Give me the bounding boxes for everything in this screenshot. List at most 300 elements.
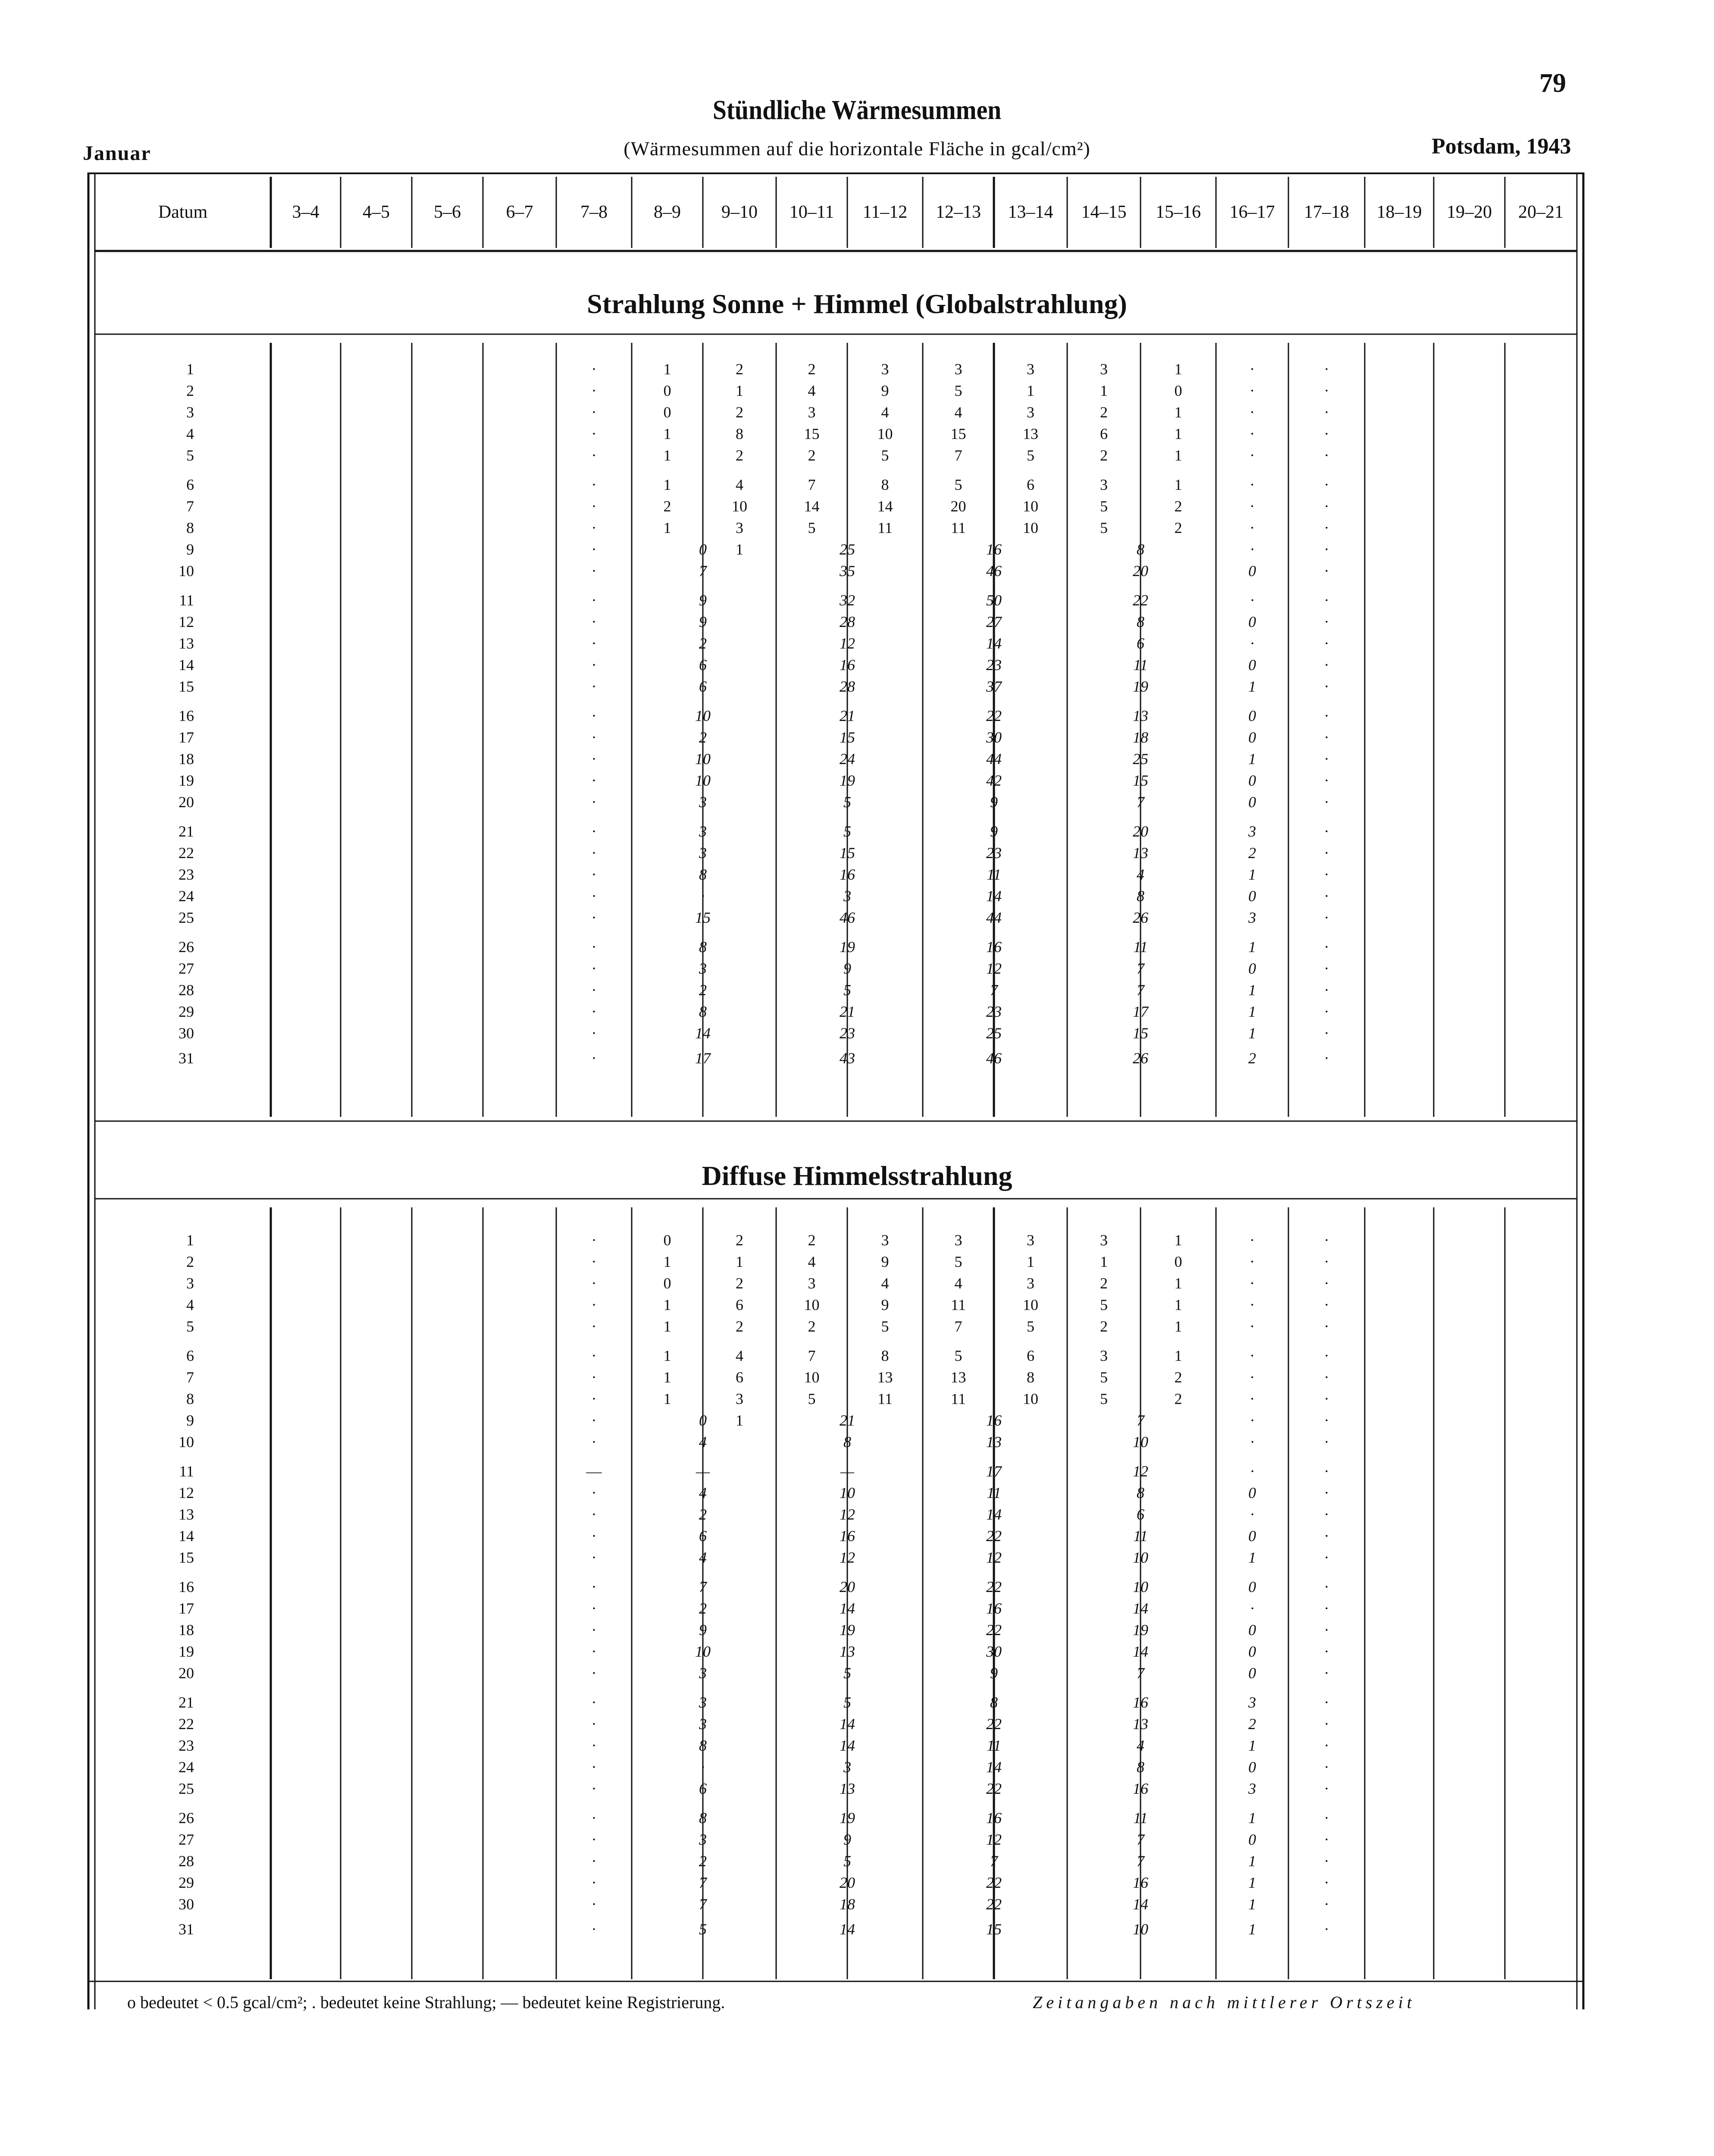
- value-cell: 0: [699, 1412, 707, 1429]
- value-cell: 2: [1100, 1275, 1108, 1292]
- date-cell: 27: [179, 960, 194, 977]
- value-cell: ·: [591, 1809, 597, 1827]
- value-cell: ·: [591, 729, 597, 746]
- value-cell: ·: [1250, 360, 1255, 378]
- value-cell: ·: [1324, 750, 1329, 768]
- value-cell: 1: [1174, 476, 1182, 493]
- value-cell: 2: [808, 1318, 816, 1335]
- value-cell: ·: [1324, 360, 1329, 378]
- value-cell: 10: [877, 425, 893, 442]
- date-cell: 17: [179, 1600, 194, 1617]
- value-cell: 6: [699, 1527, 707, 1545]
- value-cell: ·: [1324, 1831, 1329, 1848]
- value-cell: ·: [1324, 866, 1329, 883]
- value-cell: ·: [1250, 425, 1255, 442]
- value-cell: ·: [591, 844, 597, 862]
- value-cell: ·: [1324, 562, 1329, 580]
- value-cell: 10: [1133, 1433, 1148, 1451]
- value-cell: 5: [954, 1253, 962, 1270]
- value-cell: ·: [1324, 1621, 1329, 1639]
- value-cell: 5: [954, 476, 962, 493]
- value-cell: 5: [843, 823, 851, 840]
- value-cell: 14: [986, 887, 1002, 905]
- value-cell: 8: [990, 1694, 998, 1711]
- value-cell: 4: [699, 1484, 707, 1501]
- value-cell: ·: [1324, 887, 1329, 905]
- value-cell: ·: [1324, 1003, 1329, 1020]
- value-cell: ·: [1324, 1506, 1329, 1523]
- value-cell: ·: [1324, 519, 1329, 536]
- column-header-hour: 19–20: [1447, 202, 1492, 222]
- value-cell: ·: [701, 1758, 705, 1776]
- date-cell: 10: [179, 562, 194, 580]
- value-cell: 1: [1248, 1896, 1256, 1913]
- value-cell: ·: [591, 772, 597, 789]
- column-header-hour: 15–16: [1156, 202, 1201, 222]
- date-cell: 26: [179, 1809, 194, 1827]
- value-cell: ·: [591, 1506, 597, 1523]
- value-cell: 20: [1133, 562, 1148, 580]
- value-cell: 14: [840, 1600, 855, 1617]
- value-cell: 2: [808, 1232, 816, 1249]
- value-cell: 21: [840, 1412, 855, 1429]
- date-cell: 6: [186, 1347, 194, 1364]
- value-cell: 3: [699, 1831, 707, 1848]
- value-cell: 9: [990, 793, 998, 811]
- page-subtitle: (Wärmesummen auf die horizontale Fläche in gcal/cm²): [624, 138, 1090, 160]
- value-cell: 46: [840, 909, 855, 926]
- value-cell: 23: [840, 1025, 855, 1042]
- value-cell: 17: [695, 1050, 711, 1067]
- value-cell: 7: [699, 1578, 707, 1595]
- value-cell: 9: [843, 960, 851, 977]
- value-cell: 3: [699, 1664, 707, 1682]
- value-cell: 6: [699, 1780, 707, 1797]
- value-cell: 3: [1027, 1232, 1034, 1249]
- value-cell: ·: [1324, 1715, 1329, 1733]
- value-cell: 0: [1248, 1831, 1256, 1848]
- value-cell: 1: [1248, 1874, 1256, 1891]
- value-cell: ·: [1324, 1390, 1329, 1407]
- value-cell: 10: [695, 772, 711, 789]
- value-cell: 7: [1137, 981, 1144, 999]
- value-cell: 10: [1023, 1296, 1038, 1313]
- value-cell: 3: [699, 793, 707, 811]
- value-cell: 8: [1137, 1758, 1144, 1776]
- value-cell: 11: [877, 1390, 893, 1407]
- value-cell: ·: [1250, 1296, 1255, 1313]
- value-cell: 11: [987, 1484, 1001, 1501]
- value-cell: ·: [1250, 1506, 1254, 1523]
- value-cell: 1: [663, 1369, 671, 1386]
- value-cell: 7: [699, 1874, 707, 1891]
- value-cell: 9: [699, 1621, 707, 1639]
- value-cell: 46: [986, 562, 1002, 580]
- date-cell: 29: [179, 1874, 194, 1891]
- value-cell: ·: [591, 909, 597, 926]
- value-cell: 10: [1133, 1921, 1148, 1938]
- value-cell: 2: [1174, 519, 1182, 536]
- value-cell: ·: [591, 1025, 597, 1042]
- value-cell: ·: [1324, 1758, 1329, 1776]
- value-cell: 15: [950, 425, 966, 442]
- value-cell: 12: [986, 960, 1002, 977]
- date-cell: 7: [186, 498, 194, 515]
- section-title-diffuse: Diffuse Himmelsstrahlung: [702, 1160, 1012, 1191]
- value-cell: 1: [1100, 1253, 1108, 1270]
- value-cell: ·: [1324, 1578, 1329, 1595]
- value-cell: ·: [591, 887, 597, 905]
- value-cell: 14: [986, 1758, 1002, 1776]
- date-cell: 2: [186, 1253, 194, 1270]
- value-cell: 14: [986, 1506, 1002, 1523]
- value-cell: ·: [591, 1715, 597, 1733]
- date-cell: 19: [179, 772, 194, 789]
- value-cell: 10: [695, 707, 711, 724]
- value-cell: 4: [699, 1549, 707, 1566]
- value-cell: 5: [808, 519, 816, 536]
- date-cell: 4: [186, 1296, 194, 1313]
- value-cell: 2: [808, 447, 816, 464]
- value-cell: 16: [986, 1600, 1002, 1617]
- value-cell: ·: [1324, 1369, 1329, 1386]
- value-cell: 19: [840, 772, 855, 789]
- value-cell: 5: [843, 1664, 851, 1682]
- value-cell: 15: [986, 1921, 1002, 1938]
- value-cell: ·: [591, 1347, 597, 1364]
- value-cell: 3: [1248, 823, 1256, 840]
- value-cell: 2: [1248, 1050, 1256, 1067]
- value-cell: ·: [1324, 729, 1329, 746]
- value-cell: ·: [1324, 1643, 1329, 1660]
- value-cell: ·: [1324, 656, 1329, 674]
- value-cell: 32: [840, 592, 855, 609]
- value-cell: 19: [840, 1621, 855, 1639]
- value-cell: ·: [1324, 909, 1329, 926]
- value-cell: ·: [591, 1664, 597, 1682]
- value-cell: 2: [736, 404, 743, 421]
- value-cell: 5: [1100, 1390, 1108, 1407]
- value-cell: 10: [1023, 1390, 1038, 1407]
- value-cell: 5: [954, 382, 962, 399]
- value-cell: 2: [1100, 1318, 1108, 1335]
- date-cell: 21: [179, 1694, 194, 1711]
- value-cell: 11: [987, 1737, 1001, 1754]
- value-cell: 23: [986, 844, 1002, 862]
- value-cell: ·: [1324, 592, 1329, 609]
- date-cell: 17: [179, 729, 194, 746]
- value-cell: 1: [1248, 1025, 1256, 1042]
- value-cell: 20: [840, 1578, 855, 1595]
- value-cell: 3: [843, 1758, 851, 1776]
- value-cell: 21: [840, 1003, 855, 1020]
- value-cell: ·: [591, 1549, 597, 1566]
- value-cell: 8: [699, 1737, 707, 1754]
- value-cell: 1: [736, 382, 743, 399]
- date-cell: 5: [186, 447, 194, 464]
- value-cell: ·: [591, 1921, 597, 1938]
- value-cell: 6: [1137, 635, 1144, 652]
- value-cell: 7: [808, 1347, 816, 1364]
- value-cell: 3: [843, 887, 851, 905]
- value-cell: ·: [1324, 541, 1329, 558]
- value-cell: 3: [1100, 1232, 1108, 1249]
- value-cell: ·: [1324, 960, 1329, 977]
- value-cell: ·: [591, 1253, 597, 1270]
- date-cell: 30: [179, 1025, 194, 1042]
- value-cell: ·: [591, 866, 597, 883]
- date-cell: 31: [179, 1921, 194, 1938]
- footer-note: Zeitangaben nach mittlerer Ortszeit: [1033, 1993, 1416, 2012]
- value-cell: 2: [699, 1600, 707, 1617]
- column-header-hour: 14–15: [1081, 202, 1127, 222]
- value-cell: 30: [986, 729, 1002, 746]
- value-cell: ·: [1324, 1527, 1329, 1545]
- value-cell: 12: [840, 1506, 855, 1523]
- value-cell: 2: [699, 1506, 707, 1523]
- value-cell: 0: [1248, 562, 1256, 580]
- date-cell: 19: [179, 1643, 194, 1660]
- value-cell: ·: [1250, 1369, 1255, 1386]
- value-cell: 19: [1133, 678, 1148, 695]
- value-cell: ·: [591, 1390, 597, 1407]
- value-cell: ·: [591, 1275, 597, 1292]
- value-cell: 15: [1133, 772, 1148, 789]
- value-cell: 35: [840, 562, 855, 580]
- value-cell: ·: [1324, 1275, 1329, 1292]
- value-cell: 21: [840, 707, 855, 724]
- date-cell: 12: [179, 613, 194, 630]
- column-header-hour: 20–21: [1518, 202, 1564, 222]
- value-cell: 2: [736, 1318, 743, 1335]
- date-cell: 3: [186, 1275, 194, 1292]
- value-cell: 12: [840, 1549, 855, 1566]
- value-cell: 2: [1174, 1369, 1182, 1386]
- value-cell: 26: [1133, 909, 1148, 926]
- value-cell: 4: [699, 1433, 707, 1451]
- value-cell: 3: [954, 1232, 962, 1249]
- value-cell: —: [840, 1463, 854, 1480]
- value-cell: ·: [1324, 772, 1329, 789]
- value-cell: 5: [1027, 1318, 1034, 1335]
- value-cell: 24: [840, 750, 855, 768]
- value-cell: —: [696, 1463, 710, 1480]
- value-cell: 15: [695, 909, 711, 926]
- date-cell: 21: [179, 823, 194, 840]
- value-cell: 3: [1248, 909, 1256, 926]
- value-cell: 5: [1100, 498, 1108, 515]
- value-cell: 8: [699, 1003, 707, 1020]
- value-cell: ·: [591, 592, 597, 609]
- value-cell: 0: [1248, 613, 1256, 630]
- value-cell: 0: [1248, 707, 1256, 724]
- value-cell: ·: [591, 1484, 597, 1501]
- value-cell: 3: [699, 844, 707, 862]
- value-cell: 3: [808, 1275, 816, 1292]
- value-cell: 9: [843, 1831, 851, 1848]
- column-header-hour: 13–14: [1008, 202, 1053, 222]
- page-number: 79: [1539, 69, 1566, 98]
- value-cell: ·: [1324, 635, 1329, 652]
- value-cell: 3: [1248, 1694, 1256, 1711]
- value-cell: 3: [1027, 1275, 1034, 1292]
- value-cell: ·: [591, 1737, 597, 1754]
- value-cell: 7: [1137, 793, 1144, 811]
- date-cell: 13: [179, 1506, 194, 1523]
- date-cell: 8: [186, 519, 194, 536]
- value-cell: 5: [843, 793, 851, 811]
- value-cell: ·: [1250, 1600, 1254, 1617]
- value-cell: ·: [1250, 1433, 1254, 1451]
- value-cell: —: [586, 1463, 602, 1480]
- value-cell: 11: [877, 519, 893, 536]
- value-cell: 22: [986, 707, 1002, 724]
- value-cell: ·: [591, 1621, 597, 1639]
- column-header-hour: 6–7: [506, 202, 533, 222]
- value-cell: ·: [1324, 1484, 1329, 1501]
- value-cell: 28: [840, 678, 855, 695]
- value-cell: 1: [663, 476, 671, 493]
- value-cell: ·: [1324, 1694, 1329, 1711]
- date-cell: 27: [179, 1831, 194, 1848]
- value-cell: 9: [699, 592, 707, 609]
- value-cell: 1: [663, 519, 671, 536]
- value-cell: 8: [1137, 613, 1144, 630]
- value-cell: 7: [990, 1852, 998, 1870]
- value-cell: 1: [663, 447, 671, 464]
- value-cell: 11: [951, 1296, 966, 1313]
- value-cell: 26: [1133, 1050, 1148, 1067]
- column-header-hour: 18–19: [1376, 202, 1422, 222]
- value-cell: ·: [591, 1643, 597, 1660]
- value-cell: 8: [699, 866, 707, 883]
- value-cell: 2: [1174, 498, 1182, 515]
- station-label: Potsdam, 1943: [1432, 134, 1571, 159]
- value-cell: 13: [1023, 425, 1038, 442]
- value-cell: ·: [591, 1412, 597, 1429]
- value-cell: ·: [591, 960, 597, 977]
- date-cell: 6: [186, 476, 194, 493]
- value-cell: ·: [1324, 476, 1329, 493]
- value-cell: 4: [954, 404, 962, 421]
- value-cell: 8: [881, 1347, 889, 1364]
- value-cell: 10: [804, 1369, 820, 1386]
- value-cell: 16: [986, 541, 1002, 558]
- value-cell: ·: [591, 678, 597, 695]
- date-cell: 9: [186, 1412, 194, 1429]
- value-cell: ·: [591, 793, 597, 811]
- value-cell: 0: [1248, 729, 1256, 746]
- value-cell: ·: [591, 562, 597, 580]
- value-cell: 22: [986, 1621, 1002, 1639]
- column-header-hour: 4–5: [363, 202, 390, 222]
- column-header-hour: 9–10: [721, 202, 758, 222]
- value-cell: 11: [987, 866, 1001, 883]
- footer-legend: o bedeutet < 0.5 gcal/cm²; . bedeutet keine Strahlung; — bedeutet keine Registrierung.: [127, 1993, 725, 2012]
- value-cell: 17: [986, 1463, 1002, 1480]
- value-cell: 5: [843, 1694, 851, 1711]
- date-cell: 14: [179, 1527, 194, 1545]
- value-cell: 13: [1133, 1715, 1148, 1733]
- value-cell: ·: [1324, 1549, 1329, 1566]
- value-cell: 11: [951, 1390, 966, 1407]
- value-cell: 1: [1027, 382, 1034, 399]
- value-cell: 5: [881, 447, 889, 464]
- value-cell: 15: [840, 844, 855, 862]
- value-cell: 4: [808, 1253, 816, 1270]
- value-cell: 14: [877, 498, 893, 515]
- value-cell: ·: [591, 1758, 597, 1776]
- value-cell: ·: [1250, 447, 1255, 464]
- date-cell: 9: [186, 541, 194, 558]
- value-cell: 8: [1137, 887, 1144, 905]
- value-cell: 2: [736, 447, 743, 464]
- value-cell: 14: [840, 1737, 855, 1754]
- value-cell: 1: [736, 1253, 743, 1270]
- value-cell: 19: [840, 1809, 855, 1827]
- value-cell: 19: [840, 938, 855, 956]
- value-cell: ·: [1324, 1253, 1329, 1270]
- value-cell: 20: [950, 498, 966, 515]
- value-cell: 4: [808, 382, 816, 399]
- value-cell: 12: [986, 1549, 1002, 1566]
- value-cell: ·: [1250, 1463, 1254, 1480]
- value-cell: 8: [843, 1433, 851, 1451]
- value-cell: 23: [986, 1003, 1002, 1020]
- value-cell: 0: [1248, 1621, 1256, 1639]
- value-cell: ·: [1250, 635, 1254, 652]
- value-cell: ·: [1324, 1433, 1329, 1451]
- value-cell: 14: [986, 635, 1002, 652]
- date-cell: 23: [179, 866, 194, 883]
- value-cell: 4: [1137, 1737, 1144, 1754]
- value-cell: ·: [1324, 1025, 1329, 1042]
- value-cell: 11: [1133, 1527, 1148, 1545]
- value-cell: 14: [840, 1715, 855, 1733]
- value-cell: 0: [1248, 793, 1256, 811]
- value-cell: 15: [840, 729, 855, 746]
- value-cell: 3: [1027, 360, 1034, 378]
- value-cell: ·: [591, 635, 597, 652]
- value-cell: 6: [1027, 1347, 1034, 1364]
- value-cell: 22: [986, 1578, 1002, 1595]
- value-cell: 1: [1248, 981, 1256, 999]
- value-cell: ·: [1250, 1390, 1255, 1407]
- value-cell: 5: [1027, 447, 1034, 464]
- value-cell: 1: [1174, 447, 1182, 464]
- value-cell: ·: [1250, 1253, 1255, 1270]
- value-cell: 0: [1174, 1253, 1182, 1270]
- value-cell: 16: [1133, 1874, 1148, 1891]
- value-cell: 0: [1248, 887, 1256, 905]
- date-cell: 14: [179, 656, 194, 674]
- value-cell: 16: [840, 1527, 855, 1545]
- value-cell: 9: [881, 382, 889, 399]
- value-cell: 14: [695, 1025, 711, 1042]
- value-cell: 6: [699, 656, 707, 674]
- value-cell: 2: [736, 1275, 743, 1292]
- date-cell: 22: [179, 1715, 194, 1733]
- date-cell: 18: [179, 1621, 194, 1639]
- value-cell: ·: [591, 1369, 597, 1386]
- value-cell: 8: [699, 1809, 707, 1827]
- value-cell: ·: [1324, 1921, 1329, 1938]
- column-header-hour: 11–12: [862, 202, 908, 222]
- value-cell: 3: [808, 404, 816, 421]
- value-cell: 2: [699, 635, 707, 652]
- value-cell: 4: [736, 1347, 743, 1364]
- value-cell: 20: [1133, 823, 1148, 840]
